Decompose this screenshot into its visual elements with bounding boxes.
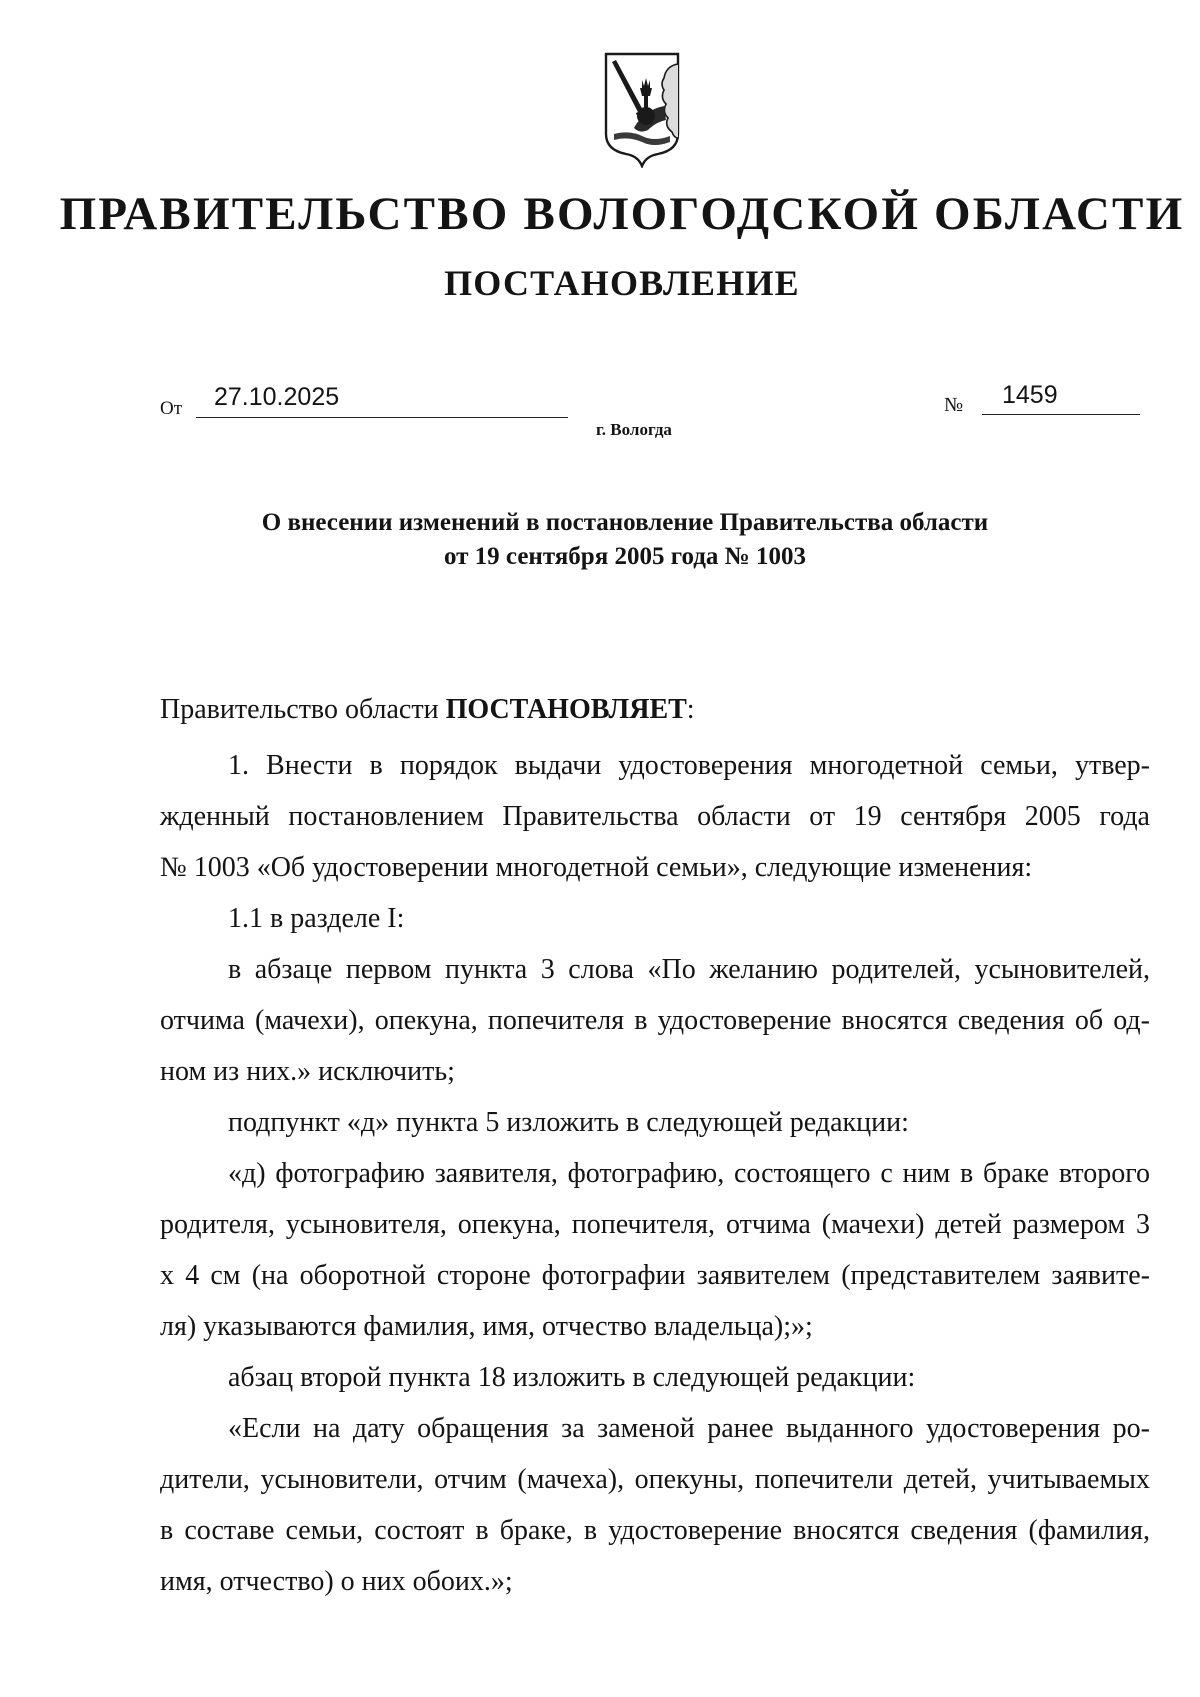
document-subject [150,506,1100,574]
body-line: в абзаце первом пункта 3 слова «По желанию родителей, усыновителей, [228,954,1150,985]
body-line: 1.1 в разделе I: [228,903,405,934]
intro-keyword: ПОСТАНОВЛЯЕТ [445,694,687,725]
number-underline [982,414,1140,415]
subject-line: О внесении изменений в постановление Правительства области [261,509,989,536]
body-line: дители, усыновители, отчим (мачеха), опекуны, попечители детей, учитываемых [160,1464,1150,1495]
subject-line: от 19 сентября 2005 года № 1003 [443,543,807,570]
body-line: «Если на дату обращения за заменой ранее выданного удостоверения ро- [228,1413,1150,1444]
date-underline [196,417,568,418]
document-kind-title: ПОСТАНОВЛЕНИЕ [444,263,800,303]
body-line: родителя, усыновителя, опекуна, попечителя, отчима (мачехи) детей размером 3 [160,1209,1150,1240]
body-line: отчима (мачехи), опекуна, попечителя в удостоверение вносятся сведения об од- [160,1005,1150,1036]
coat-of-arms-emblem-icon [600,50,684,168]
intro-text: Правительство области [160,694,446,725]
intro-paragraph [160,684,695,735]
body-line: подпункт «д» пункта 5 изложить в следующей редакции: [228,1107,909,1138]
body-line: х 4 см (на оборотной стороне фотографии заявителем (представителем заявите- [160,1260,1150,1291]
government-title: ПРАВИТЕЛЬСТВО ВОЛОГОДСКОЙ ОБЛАСТИ [59,188,1185,240]
document-number: 1459 [1002,381,1058,409]
intro-tail: : [686,694,695,725]
city-label: г. Вологда [596,420,672,439]
body-line: абзац второй пункта 18 изложить в следующей редакции: [228,1362,916,1393]
body-line: имя, отчество) о них обоих.»; [160,1566,513,1597]
body-line: ном из них.» исключить; [160,1056,455,1087]
date-prefix: От [160,398,183,419]
body-line: 1. Внести в порядок выдачи удостоверения многодетной семьи, утвер- [228,750,1150,781]
document-date: 27.10.2025 [214,383,340,411]
body-line: в составе семьи, состоят в браке, в удостоверение вносятся сведения (фамилия, [160,1515,1150,1546]
body-line: «д) фотографию заявителя, фотографию, состоящего с ним в браке второго [228,1158,1150,1189]
body-line: ля) указываются фамилия, имя, отчество владельца);»; [160,1311,813,1342]
body-line: № 1003 «Об удостоверении многодетной семьи», следующие изменения: [160,852,1033,883]
body-line: жденный постановлением Правительства области от 19 сентября 2005 года [160,801,1150,832]
number-prefix: № [944,394,964,416]
